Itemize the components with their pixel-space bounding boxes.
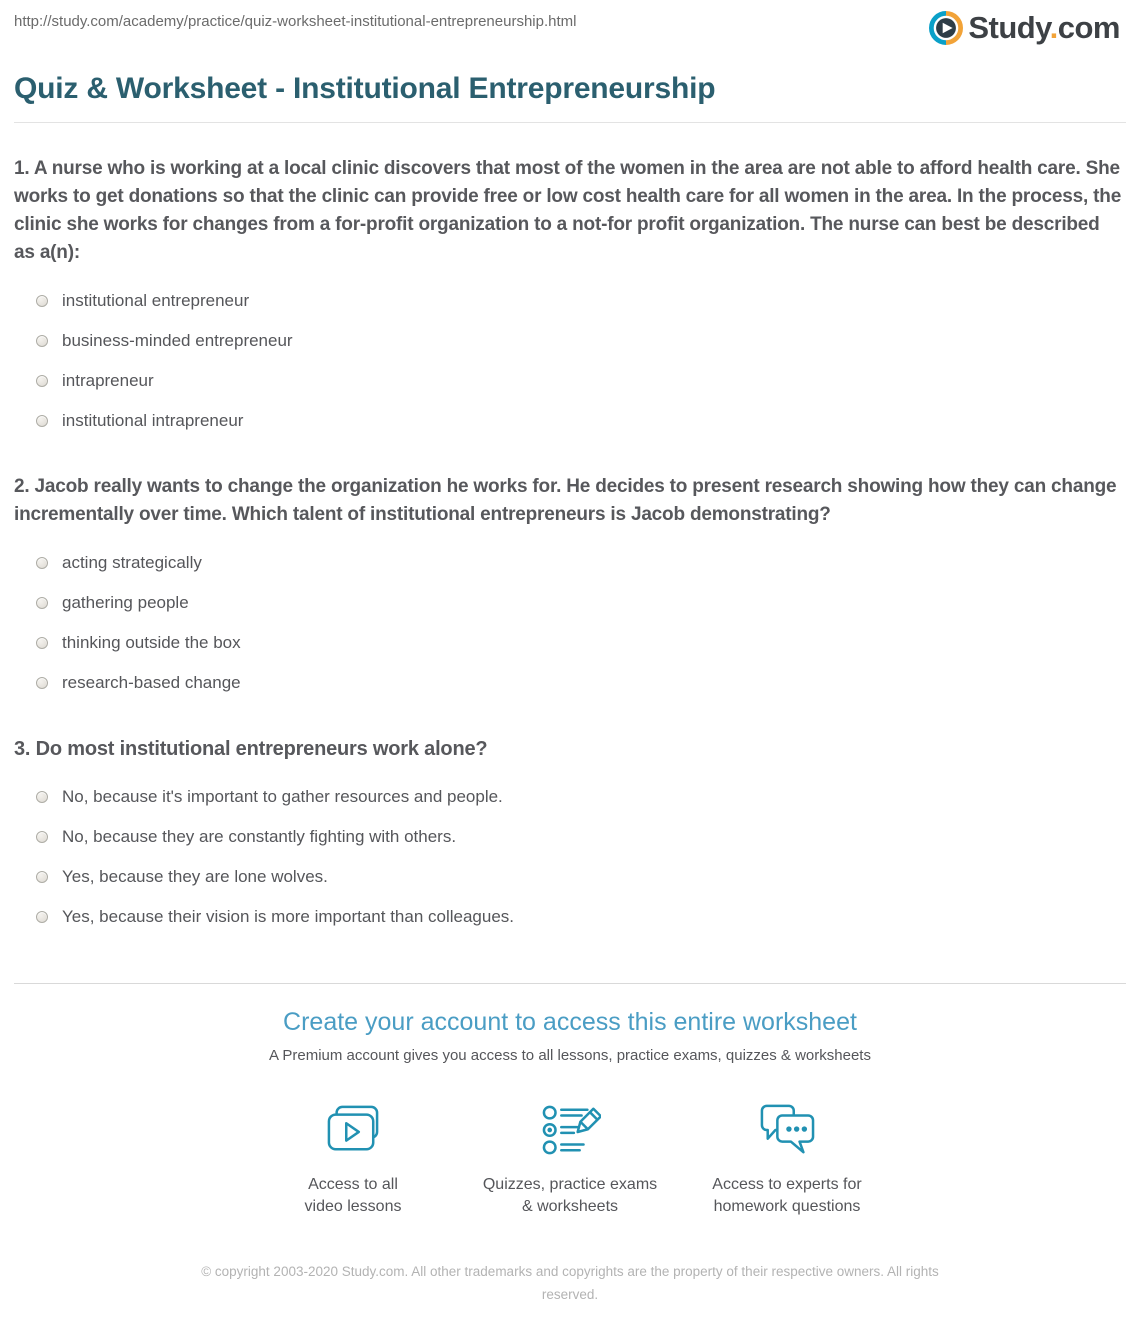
question-1-options (14, 281, 1126, 441)
logo-word-com: com (1057, 10, 1120, 45)
answer-option[interactable] (14, 401, 1126, 441)
radio-button[interactable] (36, 677, 48, 689)
radio-button[interactable] (36, 557, 48, 569)
studycom-logo[interactable] (929, 10, 1126, 46)
feature-quizzes-worksheets (462, 1098, 679, 1217)
studycom-logo-icon (929, 11, 963, 45)
answer-option[interactable] (14, 321, 1126, 361)
option-label: Yes, because they are lone wolves. (62, 867, 328, 886)
feature-label-line: Access to all (308, 1176, 398, 1193)
answer-option[interactable] (14, 897, 1126, 937)
page-header (14, 0, 1126, 46)
option-label: intrapreneur (62, 371, 154, 390)
question-2 (14, 473, 1126, 703)
answer-option[interactable] (14, 857, 1126, 897)
feature-label (679, 1174, 896, 1217)
option-label: institutional intrapreneur (62, 411, 244, 430)
radio-button[interactable] (36, 335, 48, 347)
studycom-logo-text (968, 10, 1120, 46)
page-url: http://study.com/academy/practice/quiz-worksheet-institutional-entrepreneurship.html (14, 13, 577, 30)
question-1 (14, 155, 1126, 441)
radio-button[interactable] (36, 637, 48, 649)
page-title: Quiz & Worksheet - Institutional Entrepreneurship (14, 72, 716, 105)
question-1-text: 1. A nurse who is working at a local clinic discovers that most of the women in the area are not able to afford health care. She works to get donations so that the clinic can provide free or low cost health care for all women in the area. In the process, the clinic she works for changes from a for-profit organization to a not-for profit organization. The nurse can best be described as a(n): (14, 158, 1122, 263)
option-label: business-minded entrepreneur (62, 331, 293, 350)
answer-option[interactable] (14, 281, 1126, 321)
answer-option[interactable] (14, 663, 1126, 703)
radio-button[interactable] (36, 375, 48, 387)
radio-button[interactable] (36, 911, 48, 923)
option-label: Yes, because their vision is more important than colleagues. (62, 907, 515, 926)
answer-option[interactable] (14, 817, 1126, 857)
feature-label (245, 1174, 462, 1217)
experts-chat-icon (679, 1098, 896, 1162)
answer-option[interactable] (14, 623, 1126, 663)
option-label: research-based change (62, 673, 241, 692)
option-label: institutional entrepreneur (62, 291, 250, 310)
question-3-text: 3. Do most institutional entrepreneurs work alone? (14, 738, 488, 760)
feature-label-line: Quizzes, practice exams (482, 1176, 658, 1193)
option-label: gathering people (62, 593, 189, 612)
answer-option[interactable] (14, 583, 1126, 623)
feature-label-line: homework questions (713, 1197, 861, 1215)
cta-divider (14, 983, 1126, 984)
feature-label-line: video lessons (304, 1197, 402, 1215)
radio-button[interactable] (36, 415, 48, 427)
radio-button[interactable] (36, 597, 48, 609)
answer-option[interactable] (14, 361, 1126, 401)
radio-button[interactable] (36, 295, 48, 307)
answer-option[interactable] (14, 777, 1126, 817)
question-2-text: 2. Jacob really wants to change the organization he works for. He decides to present research showing how they can change incrementally over time. Which talent of institutional entrepreneurs is Jacob demonstrating? (14, 476, 1117, 525)
radio-button[interactable] (36, 791, 48, 803)
title-divider (14, 122, 1126, 123)
logo-word-study: Study (968, 10, 1050, 45)
feature-list (14, 1098, 1126, 1217)
answer-option[interactable] (14, 543, 1126, 583)
feature-label-line: & worksheets (521, 1197, 619, 1215)
radio-button[interactable] (36, 871, 48, 883)
copyright-notice: © copyright 2003-2020 Study.com. All other trademarks and copyrights are the property of their respective owners. All rights reserved. (201, 1264, 939, 1303)
feature-label (462, 1174, 679, 1217)
quizzes-worksheets-icon (462, 1098, 679, 1162)
feature-expert-help (679, 1098, 896, 1217)
question-3 (14, 735, 1126, 937)
radio-button[interactable] (36, 831, 48, 843)
feature-video-lessons (245, 1098, 462, 1217)
feature-label-line: Access to experts for (712, 1176, 862, 1193)
cta-subtitle: A Premium account gives you access to all lessons, practice exams, quizzes & worksheets (269, 1047, 871, 1064)
option-label: acting strategically (62, 553, 202, 572)
option-label: thinking outside the box (62, 633, 241, 652)
option-label: No, because it's important to gather resources and people. (62, 787, 503, 806)
question-3-options (14, 777, 1126, 937)
video-lessons-icon (245, 1098, 462, 1162)
logo-dot: . (1049, 10, 1058, 45)
cta-title: Create your account to access this entire worksheet (283, 1008, 857, 1036)
option-label: No, because they are constantly fighting with others. (62, 827, 457, 846)
question-2-options (14, 543, 1126, 703)
